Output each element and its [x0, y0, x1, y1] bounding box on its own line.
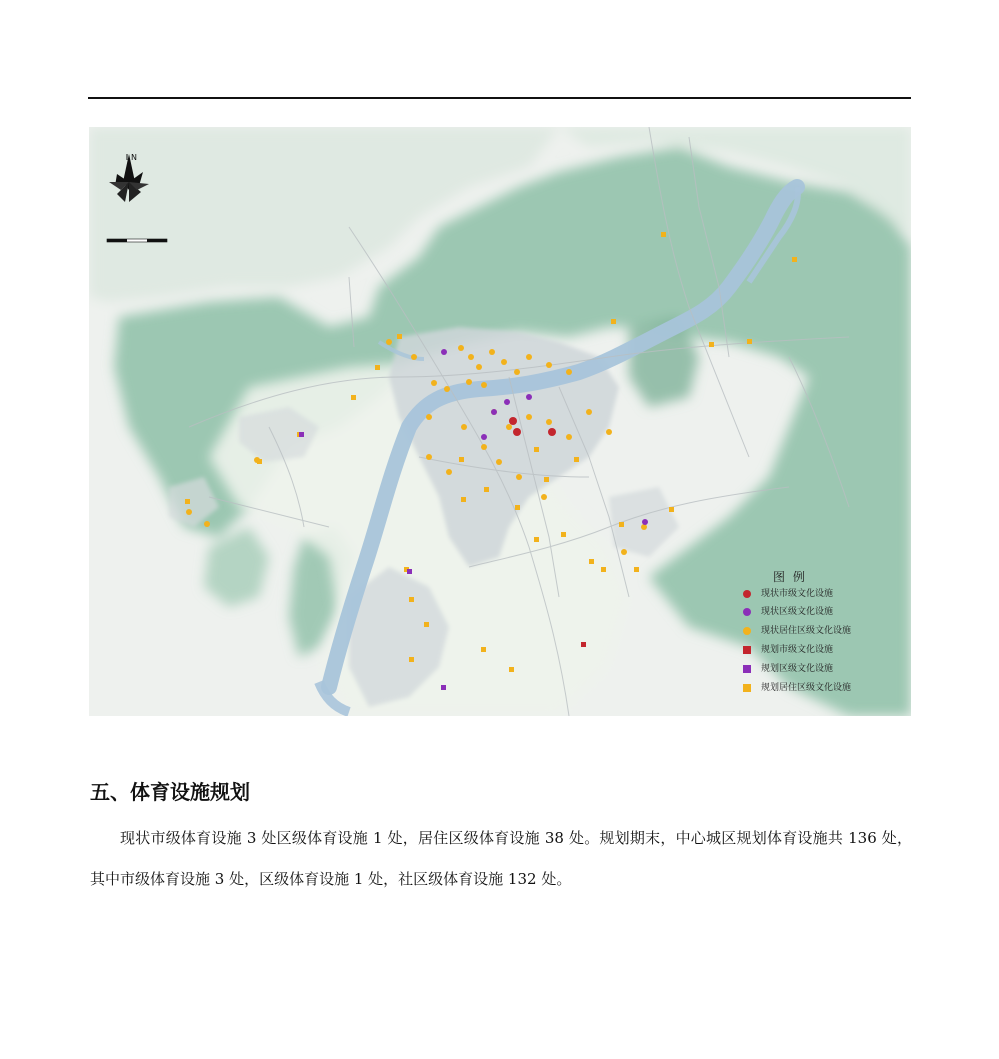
- yellow-circle-icon: [743, 627, 751, 635]
- scale-bar: [107, 239, 167, 242]
- header-rule: [88, 97, 911, 99]
- body-text: [90, 818, 912, 900]
- red-circle-icon: [743, 590, 751, 598]
- north-label: N: [131, 153, 137, 162]
- yellow-square-icon: [743, 684, 751, 692]
- purple-circle-icon: [743, 608, 751, 616]
- facility-map: N 图 例 现状市级文化设施 现状区级文化设施 现状居住区级文化设施 规划市级文化设施 规划区级文化设施 规划居住区级文化设施: [89, 127, 911, 716]
- section-title: 五、体育设施规划: [90, 780, 250, 804]
- purple-square-icon: [743, 665, 751, 673]
- section-paragraph: 现状市级体育设施 3 处区级体育设施 1 处，居住区级体育设施 38 处。规划期末，中心城区规划体育设施共 136 处，其中市级体育设施 3 处，区级体育设施 1 处，社区级体育设施 132 处。: [90, 829, 912, 888]
- legend-title: 图 例: [773, 570, 807, 584]
- red-square-icon: [743, 646, 751, 654]
